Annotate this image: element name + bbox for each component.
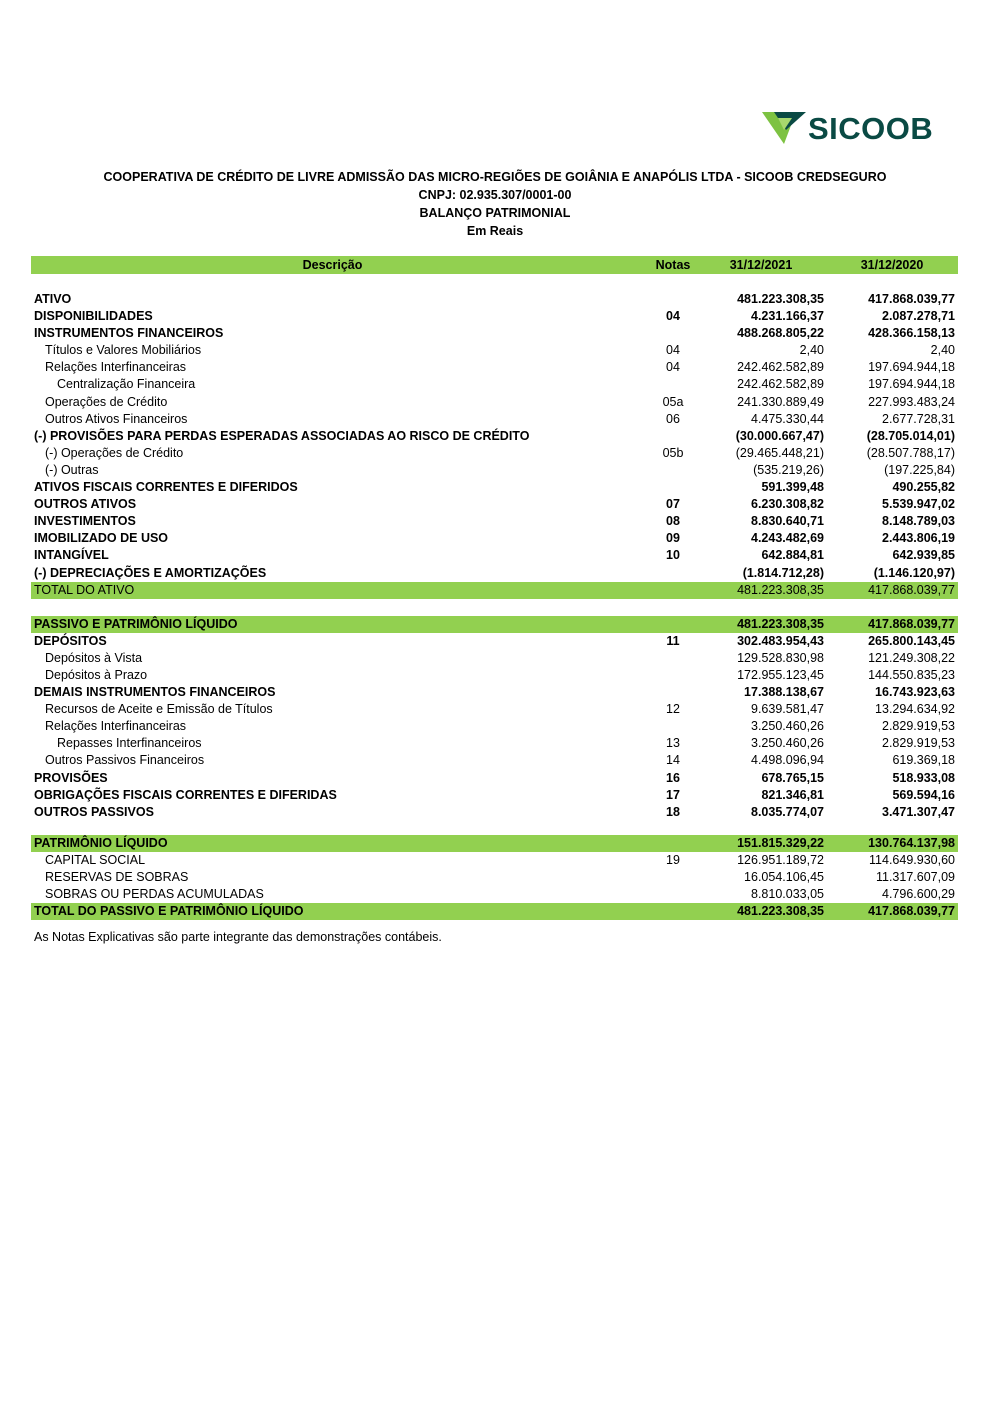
row-value-2020: 121.249.308,22 xyxy=(868,650,955,665)
row-value-2020: 518.933,08 xyxy=(892,770,955,785)
row-value-2021: 302.483.954,43 xyxy=(737,633,824,648)
row-value-2020: 2.087.278,71 xyxy=(882,309,955,324)
row-description: Relações Interfinanceiras xyxy=(45,719,187,734)
table-header-row xyxy=(31,256,958,274)
table-row xyxy=(31,633,958,650)
row-description: Centralização Financeira xyxy=(57,377,196,392)
table-row xyxy=(31,479,958,496)
row-value-2020: 2.829.919,53 xyxy=(882,736,955,751)
row-description: (-) Outras xyxy=(45,462,99,477)
table-row xyxy=(31,869,958,886)
company-name: COOPERATIVA DE CRÉDITO DE LIVRE ADMISSÃO DAS MICRO-REGIÕES DE GOIÂNIA E ANAPÓLIS LTDA - SICOOB CREDSEGURO xyxy=(103,170,887,184)
row-value-2021: 17.388.138,67 xyxy=(744,685,824,700)
row-value-2021: (30.000.667,47) xyxy=(735,428,824,443)
row-description: INTANGÍVEL xyxy=(34,548,109,563)
row-description: DISPONIBILIDADES xyxy=(34,309,153,324)
row-description: Operações de Crédito xyxy=(45,394,168,409)
table-row xyxy=(31,565,958,582)
row-description: Outros Ativos Financeiros xyxy=(45,411,188,426)
equity-section xyxy=(31,835,958,920)
row-value-2021: 172.955.123,45 xyxy=(737,667,824,682)
row-value-2020: 619.369,18 xyxy=(892,753,955,768)
sicoob-logo-icon xyxy=(762,108,808,148)
row-value-2020: 227.993.483,24 xyxy=(868,394,955,409)
row-description: (-) Operações de Crédito xyxy=(45,445,184,460)
row-value-2020: 197.694.944,18 xyxy=(868,377,955,392)
row-value-2021: 4.498.096,94 xyxy=(751,753,824,768)
row-description: OUTROS ATIVOS xyxy=(34,497,137,512)
row-note: 12 xyxy=(666,702,680,717)
row-description: RESERVAS DE SOBRAS xyxy=(45,870,189,884)
table-row xyxy=(31,616,958,633)
row-value-2021: 4.475.330,44 xyxy=(751,411,824,426)
row-note: 05a xyxy=(662,394,684,409)
row-value-2020: 11.317.607,09 xyxy=(875,870,955,884)
row-value-2021: 9.639.581,47 xyxy=(751,702,824,717)
row-value-2020: 130.764.137,98 xyxy=(868,835,955,850)
column-header-notes: Notas xyxy=(655,258,691,272)
row-description: SOBRAS OU PERDAS ACUMULADAS xyxy=(45,887,264,902)
row-note: 16 xyxy=(666,770,680,785)
row-note: 08 xyxy=(666,514,680,529)
row-value-2020: 265.800.143,45 xyxy=(868,633,955,648)
row-value-2021: 481.223.308,35 xyxy=(737,582,824,597)
row-description: Relações Interfinanceiras xyxy=(45,360,187,375)
row-value-2021: 3.250.460,26 xyxy=(751,719,824,734)
row-value-2020: 428.366.158,13 xyxy=(868,326,955,341)
row-description: (-) DEPRECIAÇÕES E AMORTIZAÇÕES xyxy=(34,565,267,580)
table-row xyxy=(31,852,958,869)
row-description: ATIVOS FISCAIS CORRENTES E DIFERIDOS xyxy=(34,480,298,495)
cnpj: CNPJ: 02.935.307/0001-00 xyxy=(418,188,572,202)
table-row xyxy=(31,513,958,530)
row-value-2020: 4.796.600,29 xyxy=(882,887,955,902)
row-note: 07 xyxy=(666,497,680,512)
row-value-2020: (197.225,84) xyxy=(884,462,955,477)
row-description: ATIVO xyxy=(34,292,72,306)
row-note: 06 xyxy=(666,411,680,426)
row-description: DEMAIS INSTRUMENTOS FINANCEIROS xyxy=(34,685,276,700)
row-value-2021: 8.035.774,07 xyxy=(751,804,824,819)
row-value-2021: (1.814.712,28) xyxy=(742,565,824,580)
table-row xyxy=(31,667,958,684)
row-description: INSTRUMENTOS FINANCEIROS xyxy=(34,326,224,341)
row-note: 13 xyxy=(666,736,680,751)
column-header-description: Descrição xyxy=(302,258,363,272)
row-value-2021: (535.219,26) xyxy=(753,462,824,477)
row-description: Recursos de Aceite e Emissão de Títulos xyxy=(45,702,273,717)
document-title: BALANÇO PATRIMONIAL xyxy=(419,206,571,220)
row-note: 04 xyxy=(666,309,680,324)
row-value-2020: (28.507.788,17) xyxy=(866,445,955,460)
row-value-2020: 569.594,16 xyxy=(892,787,955,802)
row-note: 19 xyxy=(666,852,680,867)
row-value-2020: (28.705.014,01) xyxy=(866,428,955,443)
sicoob-logo xyxy=(762,108,954,152)
row-value-2020: 417.868.039,77 xyxy=(868,582,955,597)
row-value-2021: 481.223.308,35 xyxy=(737,904,824,919)
table-row xyxy=(31,735,958,752)
row-value-2021: (29.465.448,21) xyxy=(735,445,824,460)
row-description: Outros Passivos Financeiros xyxy=(45,753,205,768)
table-row xyxy=(31,394,958,411)
row-value-2020: 2.443.806,19 xyxy=(882,531,955,546)
table-row xyxy=(31,804,958,821)
row-description: Repasses Interfinanceiros xyxy=(57,736,202,751)
row-value-2020: 490.255,82 xyxy=(892,480,955,495)
row-value-2021: 242.462.582,89 xyxy=(737,377,824,392)
row-value-2021: 126.951.189,72 xyxy=(737,852,824,867)
document-header xyxy=(30,168,960,240)
table-row xyxy=(31,428,958,445)
column-header-2020: 31/12/2020 xyxy=(860,258,924,272)
row-value-2020: 2.677.728,31 xyxy=(882,411,955,426)
table-row xyxy=(31,903,958,920)
row-value-2021: 481.223.308,35 xyxy=(737,292,824,306)
row-value-2020: 114.649.930,60 xyxy=(869,852,955,867)
row-note: 18 xyxy=(666,804,680,819)
liabilities-section xyxy=(31,616,958,821)
table-row xyxy=(31,886,958,903)
row-value-2020: 642.939,85 xyxy=(892,548,955,563)
table-row xyxy=(31,752,958,769)
table-row xyxy=(31,445,958,462)
row-description: (-) PROVISÕES PARA PERDAS ESPERADAS ASSOCIADAS AO RISCO DE CRÉDITO xyxy=(34,428,530,443)
row-description: OBRIGAÇÕES FISCAIS CORRENTES E DIFERIDAS xyxy=(34,787,337,802)
row-description: Depósitos à Prazo xyxy=(45,667,148,682)
table-row xyxy=(31,530,958,547)
table-row xyxy=(31,411,958,428)
row-value-2020: 2,40 xyxy=(930,343,955,358)
row-value-2021: 8.830.640,71 xyxy=(751,514,824,529)
row-description: TOTAL DO PASSIVO E PATRIMÔNIO LÍQUIDO xyxy=(34,904,304,919)
row-description: PATRIMÔNIO LÍQUIDO xyxy=(34,835,168,850)
spacer xyxy=(31,599,958,616)
row-value-2020: 417.868.039,77 xyxy=(868,904,955,919)
table-row xyxy=(31,684,958,701)
row-value-2020: 8.148.789,03 xyxy=(882,514,955,529)
row-value-2020: 2.829.919,53 xyxy=(882,719,955,734)
balance-sheet-table xyxy=(31,256,958,920)
row-value-2021: 3.250.460,26 xyxy=(751,736,824,751)
row-description: PASSIVO E PATRIMÔNIO LÍQUIDO xyxy=(34,616,238,631)
row-value-2021: 2,40 xyxy=(799,343,824,358)
row-value-2021: 6.230.308,82 xyxy=(751,497,824,512)
footnote: As Notas Explicativas são parte integrante das demonstrações contábeis. xyxy=(34,930,442,944)
row-value-2020: 417.868.039,77 xyxy=(868,616,955,631)
table-row xyxy=(31,582,958,599)
assets-section xyxy=(31,291,958,599)
row-note: 04 xyxy=(666,360,680,375)
row-value-2021: 642.884,81 xyxy=(761,548,824,563)
row-description: OUTROS PASSIVOS xyxy=(34,804,154,819)
row-note: 10 xyxy=(666,548,680,563)
table-row xyxy=(31,496,958,513)
table-row xyxy=(31,770,958,787)
row-value-2020: 144.550.835,23 xyxy=(868,667,955,682)
row-note: 05b xyxy=(662,445,684,460)
row-value-2021: 821.346,81 xyxy=(761,787,824,802)
row-description: DEPÓSITOS xyxy=(34,633,107,648)
row-note: 11 xyxy=(666,633,680,648)
table-row xyxy=(31,701,958,718)
row-value-2020: 5.539.947,02 xyxy=(882,497,955,512)
table-row xyxy=(31,342,958,359)
row-description: Títulos e Valores Mobiliários xyxy=(45,343,202,358)
row-description: CAPITAL SOCIAL xyxy=(45,852,146,867)
table-row xyxy=(31,718,958,735)
table-row xyxy=(31,462,958,479)
table-row xyxy=(31,291,958,308)
table-row xyxy=(31,835,958,852)
table-row xyxy=(31,650,958,667)
row-value-2020: 3.471.307,47 xyxy=(882,804,955,819)
row-value-2020: (1.146.120,97) xyxy=(873,565,955,580)
spacer xyxy=(31,821,958,835)
row-value-2021: 678.765,15 xyxy=(761,770,824,785)
row-note: 09 xyxy=(666,531,680,546)
spacer xyxy=(31,274,958,291)
row-value-2021: 481.223.308,35 xyxy=(737,616,824,631)
row-note: 14 xyxy=(666,753,680,768)
row-value-2021: 242.462.582,89 xyxy=(737,360,824,375)
row-value-2020: 417.868.039,77 xyxy=(868,292,955,306)
currency-unit: Em Reais xyxy=(466,224,524,238)
row-value-2020: 16.743.923,63 xyxy=(875,685,955,700)
row-value-2021: 4.243.482,69 xyxy=(751,531,824,546)
column-header-2021: 31/12/2021 xyxy=(729,258,793,272)
table-row xyxy=(31,376,958,393)
sicoob-logo-text: SICOOB xyxy=(808,111,934,146)
row-description: INVESTIMENTOS xyxy=(34,514,136,529)
row-description: Depósitos à Vista xyxy=(45,650,143,665)
row-note: 17 xyxy=(666,787,680,802)
table-row xyxy=(31,325,958,342)
table-row xyxy=(31,359,958,376)
table-row xyxy=(31,787,958,804)
row-value-2021: 4.231.166,37 xyxy=(751,309,824,324)
row-note: 04 xyxy=(666,343,680,358)
row-value-2021: 591.399,48 xyxy=(761,480,824,495)
table-row xyxy=(31,308,958,325)
row-value-2020: 197.694.944,18 xyxy=(868,360,955,375)
row-value-2021: 241.330.889,49 xyxy=(737,394,824,409)
row-description: IMOBILIZADO DE USO xyxy=(34,531,169,546)
table-row xyxy=(31,547,958,564)
row-value-2021: 8.810.033,05 xyxy=(751,887,824,902)
row-value-2021: 129.528.830,98 xyxy=(737,650,824,665)
row-value-2021: 151.815.329,22 xyxy=(737,835,824,850)
row-description: PROVISÕES xyxy=(34,770,108,785)
row-value-2021: 488.268.805,22 xyxy=(737,326,824,341)
row-description: TOTAL DO ATIVO xyxy=(34,582,135,597)
row-value-2021: 16.054.106,45 xyxy=(744,870,824,884)
row-value-2020: 13.294.634,92 xyxy=(875,702,955,717)
